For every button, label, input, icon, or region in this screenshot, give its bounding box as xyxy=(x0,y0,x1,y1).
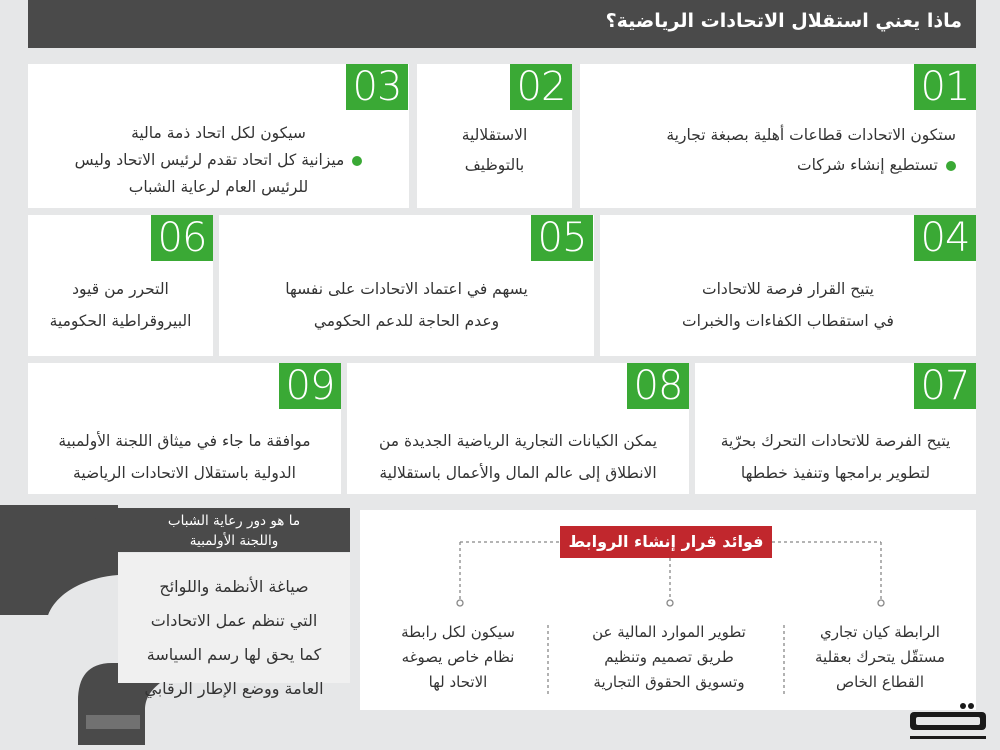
card-text-line: ستكون الاتحادات قطاعات أهلية بصبغة تجارية xyxy=(666,126,956,144)
card-text-line: التحرر من قيود xyxy=(72,280,169,298)
card-number: 02 xyxy=(510,64,572,110)
card-text-line: في استقطاب الكفاءات والخبرات xyxy=(682,312,894,330)
card-number: 01 xyxy=(914,64,976,110)
benefit-item: تطوير الموارد المالية عن طريق تصميم وتنظيم وتسويق الحقوق التجارية xyxy=(592,623,746,691)
card-text-line: وعدم الحاجة للدعم الحكومي xyxy=(313,312,500,330)
card-09 xyxy=(28,363,341,494)
card-text-line: موافقة ما جاء في ميثاق اللجنة الأولمبية xyxy=(58,432,311,450)
benefit-item: الرابطة كيان تجاري مستقّل يتحرك بعقلية القطاع الخاص xyxy=(815,623,945,691)
card-04 xyxy=(600,215,976,356)
card-number: 06 xyxy=(151,215,213,261)
card-text-line: لتطوير برامجها وتنفيذ خططها xyxy=(740,464,931,482)
benefits-label: فوائد قرار إنشاء الروابط xyxy=(560,526,772,558)
card-text-line: يتيح القرار فرصة للاتحادات xyxy=(702,280,874,298)
card-06 xyxy=(28,215,213,356)
card-02 xyxy=(417,64,572,208)
card-text-line: ميزانية كل اتحاد تقدم لرئيس الاتحاد وليس xyxy=(28,147,409,174)
card-number: 07 xyxy=(914,363,976,409)
card-07 xyxy=(695,363,976,494)
card-text-line: تستطيع إنشاء شركات xyxy=(586,150,956,180)
card-text-line: للرئيس العام لرعاية الشباب xyxy=(128,178,309,196)
card-text-line: يتيح الفرصة للاتحادات التحرك بحرّية xyxy=(720,432,951,450)
benefit-item: سيكون لكل رابطة نظام خاص يصوغه الاتحاد لها xyxy=(401,623,515,691)
card-text-line: الدولية باستقلال الاتحادات الرياضية xyxy=(73,464,296,482)
bullet-icon xyxy=(946,161,956,171)
card-08 xyxy=(347,363,689,494)
card-text-line: الانطلاق إلى عالم المال والأعمال باستقلالية xyxy=(379,464,657,482)
card-text-line: البيروقراطية الحكومية xyxy=(49,312,192,330)
question-answer: صياغة الأنظمة واللوائح التي تنظم عمل الاتحادات كما يحق لها رسم السياسة العامة ووضع الإطار الرقابي xyxy=(144,577,324,698)
card-text-line: بالتوظيف xyxy=(464,156,525,174)
card-number: 04 xyxy=(914,215,976,261)
card-text-line: يسهم في اعتماد الاتحادات على نفسها xyxy=(285,280,528,298)
card-number: 03 xyxy=(346,64,408,110)
question-heading: ما هو دور رعاية الشباب واللجنة الأولمبية xyxy=(118,508,350,552)
card-number: 09 xyxy=(279,363,341,409)
card-01 xyxy=(580,64,976,208)
card-05 xyxy=(219,215,594,356)
card-number: 05 xyxy=(531,215,593,261)
card-text-line: يمكن الكيانات التجارية الرياضية الجديدة من xyxy=(378,432,658,450)
card-number: 08 xyxy=(627,363,689,409)
card-03 xyxy=(28,64,409,208)
card-text-line: الاستقلالية xyxy=(461,126,528,144)
card-text-line: سيكون لكل اتحاد ذمة مالية xyxy=(131,124,306,142)
makkah-logo xyxy=(908,700,988,744)
bullet-icon xyxy=(352,156,362,166)
page-title: ماذا يعني استقلال الاتحادات الرياضية؟ xyxy=(28,0,976,48)
